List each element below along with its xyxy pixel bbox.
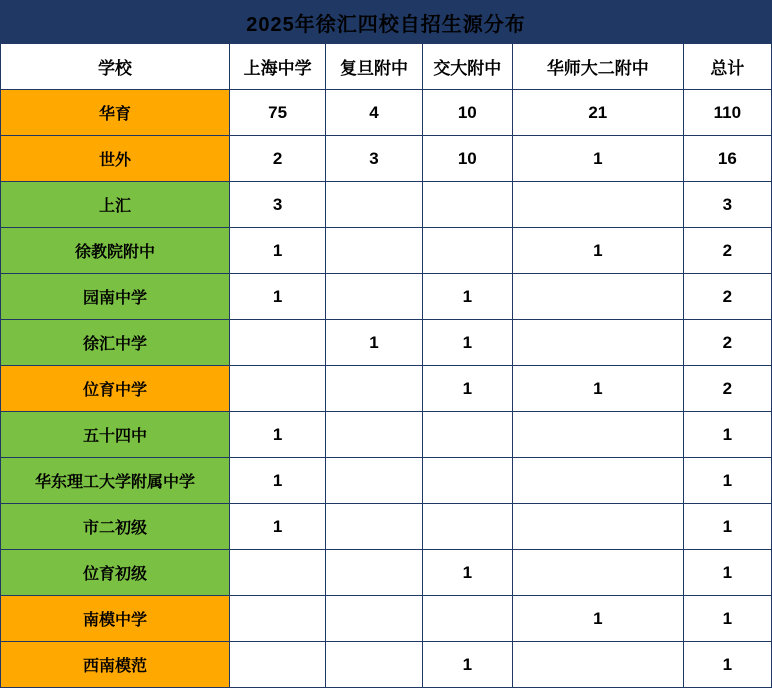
table-row [1, 136, 772, 182]
row-total-cell: 2 [683, 320, 771, 366]
row-value-cell: 1 [422, 366, 512, 412]
row-value-cell [422, 458, 512, 504]
row-value-cell [326, 228, 422, 274]
row-value-cell [512, 182, 683, 228]
row-value-cell: 3 [326, 136, 422, 182]
row-total-cell: 2 [683, 274, 771, 320]
table-row [1, 596, 772, 642]
row-total-cell: 1 [683, 412, 771, 458]
row-value-cell: 1 [512, 596, 683, 642]
row-value-cell [422, 182, 512, 228]
row-value-cell [229, 550, 325, 596]
column-header-shanghai-zhongxue: 上海中学 [229, 44, 325, 90]
row-value-cell [512, 320, 683, 366]
row-school-name: 徐汇中学 [1, 320, 230, 366]
row-value-cell [229, 366, 325, 412]
row-value-cell [326, 274, 422, 320]
row-value-cell: 1 [229, 458, 325, 504]
row-school-name: 园南中学 [1, 274, 230, 320]
row-total-cell: 2 [683, 228, 771, 274]
table-row [1, 182, 772, 228]
row-value-cell [326, 596, 422, 642]
table-row [1, 412, 772, 458]
row-value-cell [512, 504, 683, 550]
row-value-cell: 1 [422, 550, 512, 596]
row-value-cell [512, 550, 683, 596]
row-total-cell: 1 [683, 550, 771, 596]
row-value-cell: 1 [229, 228, 325, 274]
table-row [1, 228, 772, 274]
table-row [1, 90, 772, 136]
column-header-huashida-erfuzhong: 华师大二附中 [512, 44, 683, 90]
row-value-cell: 1 [326, 320, 422, 366]
row-total-cell: 1 [683, 596, 771, 642]
row-value-cell: 1 [422, 274, 512, 320]
column-header-school: 学校 [1, 44, 230, 90]
row-value-cell [326, 182, 422, 228]
row-school-name: 上汇 [1, 182, 230, 228]
row-value-cell: 4 [326, 90, 422, 136]
row-value-cell: 1 [229, 412, 325, 458]
table-row [1, 550, 772, 596]
column-header-total: 总计 [683, 44, 771, 90]
row-value-cell [229, 596, 325, 642]
row-value-cell [422, 596, 512, 642]
row-value-cell: 1 [512, 136, 683, 182]
row-value-cell [326, 458, 422, 504]
table-row [1, 320, 772, 366]
row-value-cell [512, 458, 683, 504]
row-total-cell: 1 [683, 504, 771, 550]
row-value-cell: 10 [422, 136, 512, 182]
table-row [1, 504, 772, 550]
row-total-cell: 110 [683, 90, 771, 136]
row-value-cell [326, 366, 422, 412]
row-value-cell: 10 [422, 90, 512, 136]
row-value-cell [326, 550, 422, 596]
row-school-name: 位育中学 [1, 366, 230, 412]
row-school-name: 华育 [1, 90, 230, 136]
row-value-cell [512, 274, 683, 320]
row-value-cell [512, 412, 683, 458]
table-row [1, 458, 772, 504]
table-row [1, 274, 772, 320]
table-title-row [1, 1, 772, 44]
row-value-cell [422, 228, 512, 274]
row-value-cell [326, 504, 422, 550]
row-school-name: 市二初级 [1, 504, 230, 550]
row-school-name: 五十四中 [1, 412, 230, 458]
row-total-cell: 3 [683, 182, 771, 228]
row-value-cell: 1 [422, 642, 512, 688]
row-school-name: 华东理工大学附属中学 [1, 458, 230, 504]
row-total-cell: 1 [683, 458, 771, 504]
row-school-name: 西南模范 [1, 642, 230, 688]
row-value-cell: 21 [512, 90, 683, 136]
row-school-name: 南模中学 [1, 596, 230, 642]
row-total-cell: 1 [683, 642, 771, 688]
row-value-cell [326, 412, 422, 458]
column-header-fudan-fuzhong: 复旦附中 [326, 44, 422, 90]
row-value-cell: 1 [229, 504, 325, 550]
row-school-name: 世外 [1, 136, 230, 182]
row-value-cell: 1 [229, 274, 325, 320]
row-value-cell: 1 [422, 320, 512, 366]
row-value-cell [422, 504, 512, 550]
row-value-cell: 3 [229, 182, 325, 228]
row-value-cell: 2 [229, 136, 325, 182]
row-value-cell [229, 320, 325, 366]
row-school-name: 徐教院附中 [1, 228, 230, 274]
table-title: 2025年徐汇四校自招生源分布 [1, 1, 772, 44]
column-header-jiaoda-fuzhong: 交大附中 [422, 44, 512, 90]
row-value-cell: 1 [512, 366, 683, 412]
row-total-cell: 2 [683, 366, 771, 412]
row-value-cell: 1 [512, 228, 683, 274]
row-total-cell: 16 [683, 136, 771, 182]
table-row [1, 366, 772, 412]
row-value-cell: 75 [229, 90, 325, 136]
row-value-cell [422, 412, 512, 458]
row-school-name: 位育初级 [1, 550, 230, 596]
table-header-row [1, 44, 772, 90]
